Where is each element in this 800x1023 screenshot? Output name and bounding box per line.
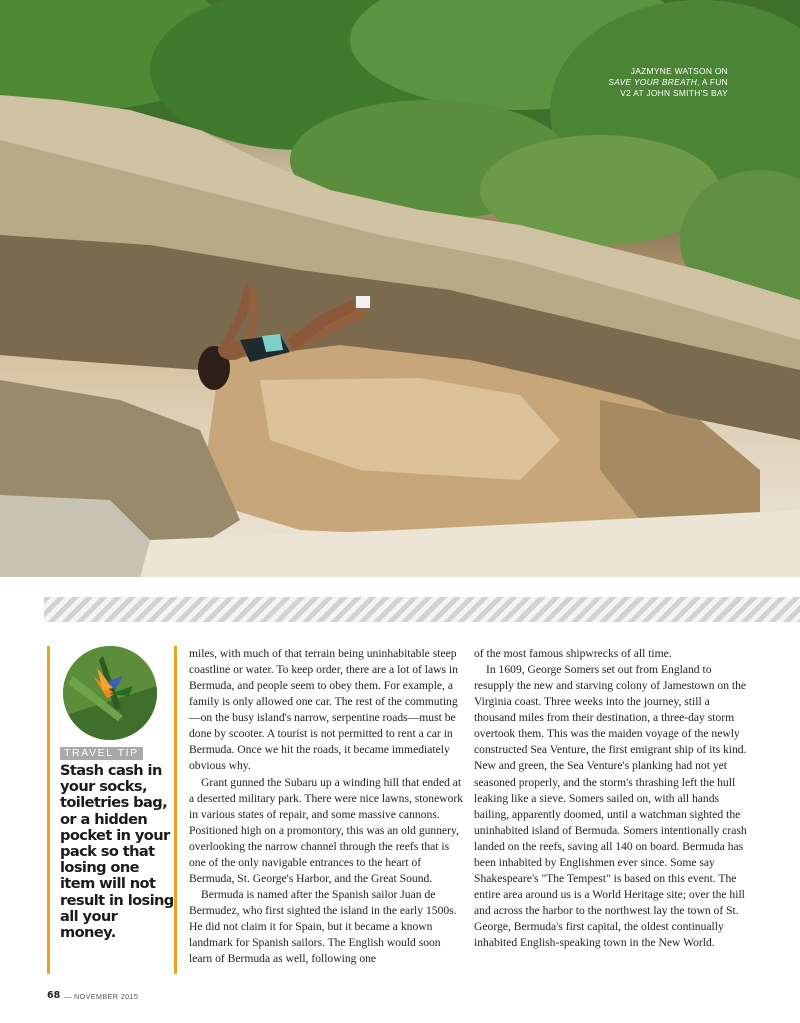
- article-paragraph: Grant gunned the Subaru up a winding hill that ended at a deserted military park. There were nice lawns, stonework in various states of repair, and some massive cannons. Positioned high on a promontory, this was an old gunnery, overlooking the narrow channel through the reefs that is one of the only navigable entrances to the heart of Bermuda, St. George's Harbor, and the Great Sound.: [189, 775, 464, 885]
- travel-tip-text: Stash cash in your socks, toiletries bag, or a hidden pocket in your pack so that losing one item will not result in losing all your money.: [60, 762, 174, 942]
- article-column-2: [474, 646, 750, 951]
- caption-line-1: JAZMYNE WATSON ON: [630, 66, 728, 76]
- bird-of-paradise-flower-photo: [63, 646, 157, 740]
- caption-route-name: SAVE YOUR BREATH: [608, 77, 698, 87]
- caption-line-2-rest: , A FUN: [697, 77, 728, 87]
- article-paragraph: Bermuda is named after the Spanish sailor Juan de Bermudez, who first sighted the island in the early 1500s. He did not claim it for Spain, but it became a known landmark for Spanish sailors. The English would soon learn of Bermuda as well, following one: [189, 887, 457, 966]
- caption-line-3: V2 AT JOHN SMITH'S BAY: [620, 88, 728, 98]
- travel-tip-sidebar: [47, 646, 177, 974]
- page-number: 68: [47, 990, 61, 1001]
- article-paragraph: of the most famous shipwrecks of all time.: [474, 647, 672, 660]
- article-paragraph: miles, with much of that terrain being uninhabitable steep coastline or water. To keep order, there are a lot of laws in Bermuda, and people seem to obey them. For example, a family is only allowed one car. The rest of the commuting—on the busy island's narrow, serpentine roads—must be done by scooter. A tourist is not permitted to rent a car in Bermuda. Once we hit the roads, it became immediately obvious why.: [189, 647, 458, 773]
- article-column-1: [189, 646, 465, 967]
- article-paragraph: In 1609, George Somers set out from England to resupply the new and starving colony of Jamestown on the Virginia coast. Three weeks into the journey, still a thousand miles from their destination, a three-day storm overtook them. This was the maiden voyage of the newly constructed Sea Venture, the first emigrant ship of its kind. New and green, the Sea Venture's planking had not yet seasoned properly, and the storm's thrashing left the hull leaking like a sieve. Somers sailed on, with all hands bailing, apparently doomed, until a watchman sighted the uninhabited island of Bermuda. Somers intentionally crash landed on the reefs, saving all 140 on board. Bermuda has been inhabited by Englishmen ever since. Some say Shakespeare's "The Tempest" is based on this event. The entire area around us is a World Heritage site; over the hill and across the harbor to the northwest lay the town of St. George, Bermuda's first capital, the oldest continually inhabited English-speaking town in the New World.: [474, 663, 747, 950]
- striped-divider: [44, 597, 800, 622]
- photo-caption: [568, 66, 728, 99]
- issue-date: — NOVEMBER 2015: [64, 992, 139, 1001]
- travel-tip-label: TRAVEL TIP: [60, 747, 143, 760]
